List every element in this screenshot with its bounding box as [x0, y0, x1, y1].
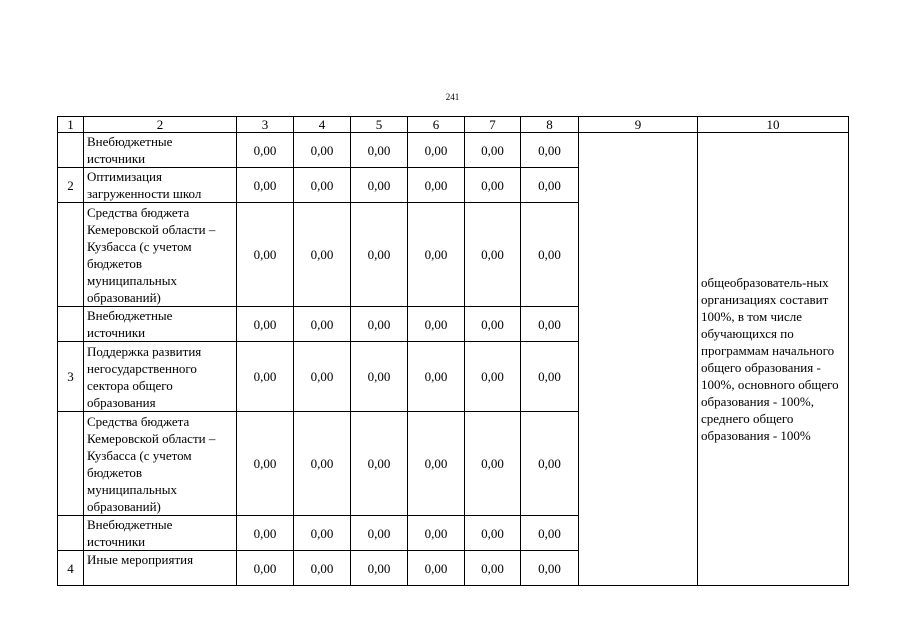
value-cell: 0,00 [521, 551, 579, 586]
row-name: Внебюджетные источники [84, 133, 237, 168]
value-cell: 0,00 [351, 412, 408, 516]
header-cell: 3 [237, 117, 294, 133]
value-cell: 0,00 [408, 203, 465, 307]
header-cell: 8 [521, 117, 579, 133]
value-cell: 0,00 [408, 133, 465, 168]
value-cell: 0,00 [294, 412, 351, 516]
value-cell: 0,00 [351, 203, 408, 307]
row-index: 3 [58, 342, 84, 412]
value-cell: 0,00 [237, 133, 294, 168]
value-cell: 0,00 [465, 203, 521, 307]
value-cell: 0,00 [521, 168, 579, 203]
value-cell: 0,00 [465, 307, 521, 342]
table-row [58, 133, 849, 168]
value-cell: 0,00 [408, 342, 465, 412]
value-cell: 0,00 [465, 342, 521, 412]
value-cell: 0,00 [408, 412, 465, 516]
value-cell: 0,00 [351, 342, 408, 412]
value-cell: 0,00 [237, 168, 294, 203]
header-cell: 2 [84, 117, 237, 133]
value-cell: 0,00 [521, 342, 579, 412]
value-cell: 0,00 [294, 516, 351, 551]
row-index [58, 516, 84, 551]
header-cell: 6 [408, 117, 465, 133]
value-cell: 0,00 [294, 342, 351, 412]
header-cell: 5 [351, 117, 408, 133]
header-cell: 1 [58, 117, 84, 133]
row-index [58, 412, 84, 516]
budget-table [57, 116, 849, 586]
value-cell: 0,00 [521, 133, 579, 168]
row-index: 2 [58, 168, 84, 203]
page-number: 241 [445, 92, 460, 102]
row-index [58, 133, 84, 168]
value-cell: 0,00 [408, 551, 465, 586]
row-index [58, 307, 84, 342]
row-index [58, 203, 84, 307]
row-name: Средства бюджета Кемеровской области – Кузбасса (с учетом бюджетов муниципальных образований) [84, 203, 237, 307]
row-name: Иные мероприятия [84, 551, 237, 586]
row-index: 4 [58, 551, 84, 586]
value-cell: 0,00 [465, 168, 521, 203]
value-cell: 0,00 [521, 203, 579, 307]
column-9-cell [579, 133, 698, 586]
value-cell: 0,00 [351, 307, 408, 342]
value-cell: 0,00 [294, 307, 351, 342]
value-cell: 0,00 [237, 516, 294, 551]
value-cell: 0,00 [408, 307, 465, 342]
column-10-text: общеобразователь-ных организациях составит 100%, в том числе обучающихся по программам начального общего образования - 100%, основного общего образования - 100%, среднего общего образования - 100% [698, 133, 849, 586]
header-cell: 9 [579, 117, 698, 133]
header-cell: 10 [698, 117, 849, 133]
value-cell: 0,00 [294, 203, 351, 307]
value-cell: 0,00 [408, 516, 465, 551]
value-cell: 0,00 [237, 551, 294, 586]
value-cell: 0,00 [237, 412, 294, 516]
value-cell: 0,00 [408, 168, 465, 203]
value-cell: 0,00 [351, 516, 408, 551]
value-cell: 0,00 [465, 133, 521, 168]
row-name: Внебюджетные источники [84, 516, 237, 551]
value-cell: 0,00 [237, 342, 294, 412]
value-cell: 0,00 [521, 307, 579, 342]
value-cell: 0,00 [521, 412, 579, 516]
row-name: Внебюджетные источники [84, 307, 237, 342]
header-cell: 4 [294, 117, 351, 133]
row-name: Поддержка развития негосударственного сектора общего образования [84, 342, 237, 412]
value-cell: 0,00 [521, 516, 579, 551]
value-cell: 0,00 [237, 307, 294, 342]
value-cell: 0,00 [294, 168, 351, 203]
value-cell: 0,00 [465, 412, 521, 516]
row-name: Оптимизация загруженности школ [84, 168, 237, 203]
value-cell: 0,00 [351, 551, 408, 586]
value-cell: 0,00 [465, 551, 521, 586]
value-cell: 0,00 [351, 133, 408, 168]
value-cell: 0,00 [465, 516, 521, 551]
value-cell: 0,00 [294, 551, 351, 586]
row-name: Средства бюджета Кемеровской области – Кузбасса (с учетом бюджетов муниципальных образований) [84, 412, 237, 516]
value-cell: 0,00 [237, 203, 294, 307]
header-cell: 7 [465, 117, 521, 133]
value-cell: 0,00 [351, 168, 408, 203]
value-cell: 0,00 [294, 133, 351, 168]
table-header-row [58, 117, 849, 133]
